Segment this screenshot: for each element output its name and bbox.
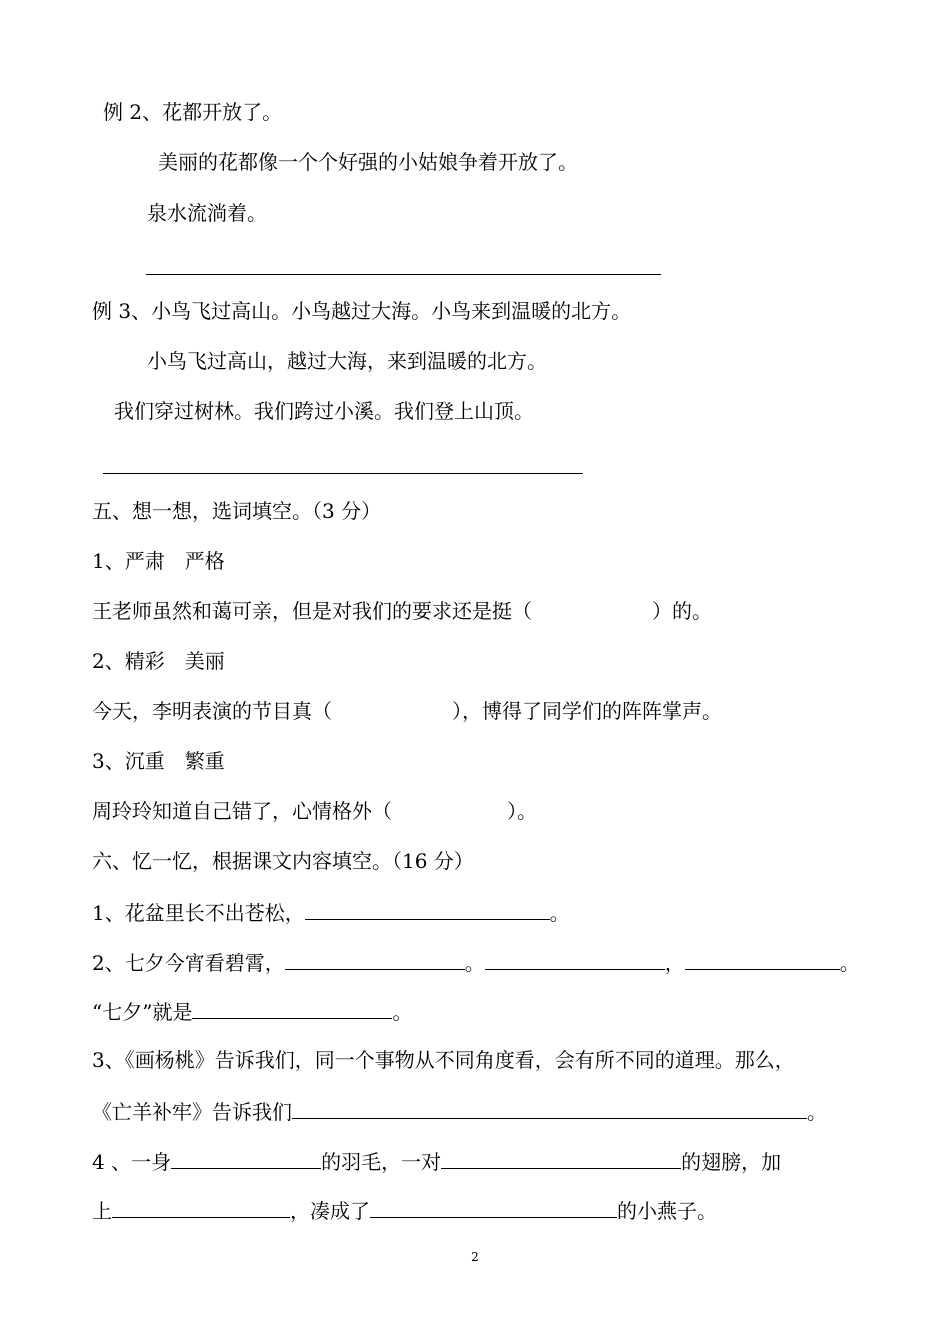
section6-q4-text-a: 4 、一身	[92, 1150, 172, 1174]
section5-heading: 五、想一想，选词填空。（3 分）	[92, 499, 382, 523]
section6-q2-period-1: 。	[464, 951, 485, 975]
section5-q1-text-before: 王老师虽然和蔼可亲，但是对我们的要求还是挺（	[92, 599, 532, 623]
section6-q4-text-b: 的羽毛，一对	[321, 1150, 442, 1174]
section5-q2-text-after: ），博得了同学们的阵阵掌声。	[452, 699, 722, 723]
section6-q1	[92, 899, 570, 925]
section6-q3-blank[interactable]	[292, 1098, 807, 1119]
section6-q4-blank-4[interactable]	[370, 1197, 617, 1218]
section5-q1-sentence	[92, 599, 712, 623]
section6-q2-text: 2、七夕今宵看碧霄，	[92, 951, 285, 975]
section5-q1-text-after: ）的。	[652, 599, 712, 623]
example2-task-sentence: 泉水流淌着。	[147, 201, 267, 225]
section6-q1-period: 。	[549, 901, 570, 925]
section6-q2	[92, 949, 860, 975]
section6-q1-blank[interactable]	[305, 899, 550, 920]
section6-q3-line1: 3、《画杨桃》告诉我们，同一个事物从不同角度看，会有所不同的道理。那么，	[92, 1048, 795, 1072]
section6-heading: 六、忆一忆，根据课文内容填空。（16 分）	[92, 849, 474, 873]
section6-q4-blank-2[interactable]	[441, 1148, 681, 1169]
section6-q4-line2-text-a: 上	[92, 1199, 112, 1223]
section6-q4-line1	[92, 1148, 781, 1174]
section5-q2-word-options: 2、精彩 美丽	[92, 649, 225, 673]
example3-label: 例 3、小鸟飞过高山。小鸟越过大海。小鸟来到温暖的北方。	[92, 299, 632, 323]
example2-answer-line[interactable]	[146, 274, 661, 275]
example3-answer-line[interactable]	[103, 473, 583, 474]
section6-q1-text: 1、花盆里长不出苍松，	[92, 901, 305, 925]
section6-q4-blank-3[interactable]	[112, 1197, 290, 1218]
section5-q3-word-options: 3、沉重 繁重	[92, 749, 225, 773]
section6-q4-line2-text-c: 的小燕子。	[617, 1199, 717, 1223]
section6-q2-blank-1[interactable]	[285, 949, 465, 970]
example3-model-sentence: 小鸟飞过高山，越过大海，来到温暖的北方。	[147, 349, 547, 373]
section6-q2-blank-2[interactable]	[485, 949, 665, 970]
section6-q4-line2-text-b: ，凑成了	[290, 1199, 370, 1223]
section5-q2-text-before: 今天，李明表演的节目真（	[92, 699, 332, 723]
section6-q2-period-2: 。	[839, 951, 860, 975]
section6-q2-line2-text: “七夕”就是	[92, 1000, 193, 1024]
section5-q1-word-options: 1、严肃 严格	[92, 549, 225, 573]
example2-label: 例 2、花都开放了。	[103, 100, 283, 124]
section5-q2-sentence	[92, 699, 722, 723]
section6-q4-blank-1[interactable]	[171, 1148, 321, 1169]
section6-q2-comma: ，	[664, 951, 685, 975]
section6-q4-text-c: 的翅膀，加	[681, 1150, 782, 1174]
section6-q2-line2-period: 。	[392, 1000, 413, 1024]
section6-q4-line2	[92, 1197, 717, 1223]
section6-q2-blank-4[interactable]	[192, 998, 392, 1019]
section5-q3-text-after: ）。	[507, 799, 537, 823]
section6-q3-line2-text: 《亡羊补牢》告诉我们	[92, 1100, 292, 1124]
section6-q3-line2	[92, 1098, 827, 1124]
page-number: 2	[471, 1250, 479, 1264]
example2-model-sentence: 美丽的花都像一个个好强的小姑娘争着开放了。	[158, 150, 578, 174]
example3-task-sentence: 我们穿过树林。我们跨过小溪。我们登上山顶。	[114, 399, 534, 423]
section6-q3-period: 。	[807, 1100, 827, 1124]
section5-q3-text-before: 周玲玲知道自己错了，心情格外（	[92, 799, 392, 823]
section6-q2-line2	[92, 998, 412, 1024]
section5-q3-sentence	[92, 799, 537, 823]
section6-q2-blank-3[interactable]	[685, 949, 840, 970]
